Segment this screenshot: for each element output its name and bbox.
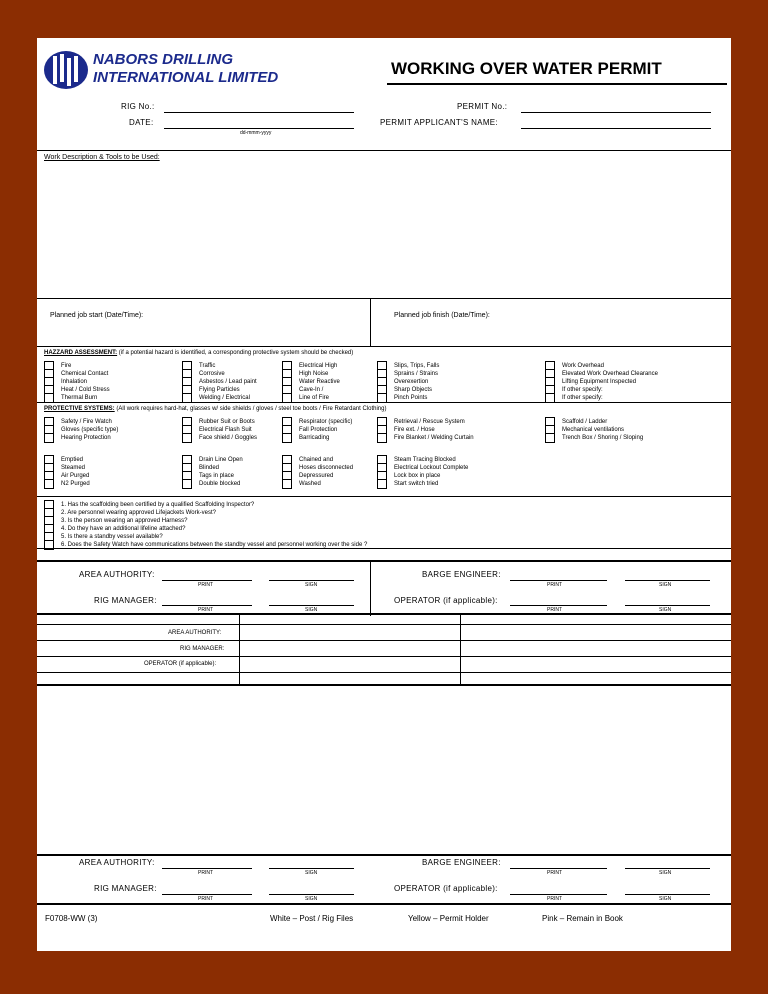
area-authority-print-field-2[interactable] (162, 868, 252, 869)
copy-yellow-note: Yellow – Permit Holder (408, 914, 489, 923)
checklist-item-label: Washed (299, 481, 321, 487)
date-field[interactable] (164, 128, 354, 129)
checklist-item-label: Chemical Contact (61, 371, 109, 377)
checklist-item-label: Depressured (299, 473, 334, 479)
print-caption: PRINT (198, 582, 213, 588)
checklist-item-label: Steamed (61, 465, 86, 471)
checklist-item-label: Sprains / Strains (394, 371, 439, 377)
checklist-item-label: Mechanical ventilations (562, 427, 625, 433)
checklist-item-label: Drain Line Open (199, 457, 243, 463)
applicant-label: PERMIT APPLICANT'S NAME: (380, 118, 498, 127)
area-authority-sign-field[interactable] (269, 580, 354, 581)
checklist-item-label: Safety / Fire Watch (61, 419, 112, 425)
checklist-item-label: Tags in place (199, 473, 235, 479)
checklist-item-label: Gloves (specific type) (61, 427, 119, 433)
rig-manager-print-field[interactable] (162, 605, 252, 606)
form-title: WORKING OVER WATER PERMIT (391, 59, 662, 78)
sign-caption: SIGN (305, 896, 318, 902)
checklist-item-label: Fire (61, 363, 72, 369)
checklist-item-label: Retrieval / Rescue System (394, 419, 465, 425)
print-caption: PRINT (547, 582, 562, 588)
mid-area-authority-label: AREA AUTHORITY: (168, 630, 222, 636)
checkbox[interactable] (44, 479, 54, 489)
checklist-item-label: Face shield / Goggles (199, 435, 258, 441)
checklist-item-label: Elevated Work Overhead Clearance (562, 371, 658, 377)
checkbox[interactable] (182, 479, 192, 489)
checklist-item-label: Corrosive (199, 371, 225, 377)
copy-pink-note: Pink – Remain in Book (542, 914, 623, 923)
rig-no-field[interactable] (164, 112, 354, 113)
checklist-item-label: N2 Purged (61, 481, 90, 487)
rig-manager-label: RIG MANAGER: (94, 596, 157, 605)
area-authority-print-field[interactable] (162, 580, 252, 581)
company-name-line1: NABORS DRILLING (93, 51, 233, 68)
checklist-item-label: Trench Box / Shoring / Sloping (562, 435, 644, 441)
permit-form (37, 38, 731, 951)
sign-caption: SIGN (659, 896, 672, 902)
rig-manager-sign-field[interactable] (269, 605, 354, 606)
question-text: 3. Is the person wearing an approved Harness? (61, 518, 188, 524)
barge-engineer-print-field[interactable] (510, 580, 607, 581)
checklist-item-label: Electrical Lockout Complete (394, 465, 469, 471)
print-caption: PRINT (547, 870, 562, 876)
nabors-logo-icon (43, 50, 89, 90)
applicant-field[interactable] (521, 128, 711, 129)
checklist-item-label: Steam Tracing Blocked (394, 457, 456, 463)
operator-sign-field-2[interactable] (625, 894, 710, 895)
hazard-heading: HAZZARD ASSESSMENT: (if a potential hazard is identified, a corresponding protective system should be checked) (44, 350, 354, 356)
checklist-item-label: Scaffold / Ladder (562, 419, 608, 425)
checklist-item-label: Fire Blanket / Welding Curtain (394, 435, 474, 441)
company-name-line2: INTERNATIONAL LIMITED (93, 69, 279, 86)
permit-no-field[interactable] (521, 112, 711, 113)
checklist-item-label: Welding / Electrical (199, 395, 250, 401)
planned-finish-label: Planned job finish (Date/Time): (394, 312, 490, 319)
checklist-item-label: Line of Fire (299, 395, 330, 401)
checklist-item-label: Fire ext. / Hose (394, 427, 435, 433)
checklist-item-label: Asbestos / Lead paint (199, 379, 257, 385)
mid-rig-manager-label: RIG MANAGER: (180, 646, 225, 652)
copy-white-note: White – Post / Rig Files (270, 914, 354, 923)
question-text: 5. Is there a standby vessel available? (61, 534, 163, 540)
operator-sign-field[interactable] (625, 605, 710, 606)
sign-caption: SIGN (659, 582, 672, 588)
checklist-item-label: Double blocked (199, 481, 241, 487)
checklist-item-label: Flying Particles (199, 387, 240, 393)
checkbox[interactable] (377, 433, 387, 443)
rig-no-label: RIG No.: (121, 102, 155, 111)
checklist-item-label: Blinded (199, 465, 220, 471)
rig-manager-sign-field-2[interactable] (269, 894, 354, 895)
print-caption: PRINT (547, 607, 562, 613)
checklist-item-label: Cave-In / (299, 387, 324, 393)
checkbox[interactable] (44, 433, 54, 443)
checklist-item-label: Fall Protection (299, 427, 338, 433)
print-caption: PRINT (547, 896, 562, 902)
notes-area[interactable] (37, 686, 731, 854)
checklist-item-label: Lock box in place (394, 473, 441, 479)
checklist-item-label: High Noise (299, 371, 329, 377)
sign-caption: SIGN (305, 582, 318, 588)
operator-print-field-2[interactable] (510, 894, 607, 895)
question-text: 1. Has the scaffolding been certified by a qualified Scaffolding Inspector? (61, 502, 255, 508)
date-label: DATE: (129, 118, 154, 127)
permit-no-label: PERMIT No.: (457, 102, 508, 111)
barge-engineer-label-2: BARGE ENGINEER: (422, 858, 501, 867)
mid-operator-label: OPERATOR (if applicable): (144, 661, 217, 667)
question-text: 6. Does the Safety Watch have communications between the standby vessel and personnel working over the side ? (61, 542, 368, 548)
question-text: 4. Do they have an additional lifeline attached? (61, 526, 186, 532)
sign-caption: SIGN (659, 607, 672, 613)
work-description-area[interactable] (37, 164, 731, 298)
rig-manager-label-2: RIG MANAGER: (94, 884, 157, 893)
barge-engineer-sign-field-2[interactable] (625, 868, 710, 869)
checkbox[interactable] (377, 479, 387, 489)
checkbox[interactable] (282, 479, 292, 489)
protective-heading: PROTECTIVE SYSTEMS: (All work requires hard-hat, glasses w/ side shields / gloves / steel toe boots / Fire Retardant Clothing) (44, 406, 387, 412)
title-rule (387, 83, 727, 85)
checklist-item-label: Lifting Equipment Inspected (562, 379, 637, 385)
barge-engineer-sign-field[interactable] (625, 580, 710, 581)
checkbox[interactable] (282, 433, 292, 443)
checklist-item-label: Pinch Points (394, 395, 428, 401)
checklist-item-label: Barricading (299, 435, 330, 441)
checklist-item-label: Chained and (299, 457, 334, 463)
area-authority-label-2: AREA AUTHORITY: (79, 858, 155, 867)
checklist-item-label: Inhalation (61, 379, 88, 385)
checkbox[interactable] (545, 433, 555, 443)
rig-manager-print-field-2[interactable] (162, 894, 252, 895)
checklist-item-label: Emptied (61, 457, 84, 463)
print-caption: PRINT (198, 870, 213, 876)
checklist-item-label: Air Purged (61, 473, 90, 479)
checklist-item-label: Electrical High (299, 363, 338, 369)
sign-caption: SIGN (305, 607, 318, 613)
area-authority-sign-field-2[interactable] (269, 868, 354, 869)
checklist-item-label: Sharp Objects (394, 387, 433, 393)
print-caption: PRINT (198, 896, 213, 902)
checklist-item-label: Start switch tried (394, 481, 439, 487)
checklist-item-label: Thermal Burn (61, 395, 98, 401)
sign-caption: SIGN (659, 870, 672, 876)
form-code: F0708-WW (3) (45, 914, 98, 923)
checklist-item-label: Traffic (199, 363, 216, 369)
checklist-item-label: Hearing Protection (61, 435, 111, 441)
checklist-item-label: Hoses disconnected (299, 465, 354, 471)
checklist-item-label: If other specify: (562, 387, 603, 393)
checklist-item-label: Respirator (specific) (299, 419, 353, 425)
checkbox[interactable] (182, 433, 192, 443)
barge-engineer-print-field-2[interactable] (510, 868, 607, 869)
checklist-item-label: Heat / Cold Stress (61, 387, 110, 393)
checklist-item-label: Slips, Trips, Falls (394, 363, 440, 369)
checklist-item-label: Overexertion (394, 379, 429, 385)
barge-engineer-label: BARGE ENGINEER: (422, 570, 501, 579)
work-description-label: Work Description & Tools to be Used: (44, 154, 160, 161)
sign-caption: SIGN (305, 870, 318, 876)
operator-label-2: OPERATOR (if applicable): (394, 884, 498, 893)
checklist-item-label: If other specify: (562, 395, 603, 401)
checklist-item-label: Electrical Flash Suit (199, 427, 252, 433)
operator-label: OPERATOR (if applicable): (394, 596, 498, 605)
checklist-item-label: Rubber Suit or Boots (199, 419, 255, 425)
area-authority-label: AREA AUTHORITY: (79, 570, 155, 579)
checklist-item-label: Water Reactive (299, 379, 340, 385)
question-text: 2. Are personnel wearing approved Lifejackets Work-vest? (61, 510, 216, 516)
checklist-item-label: Work Overhead (562, 363, 604, 369)
planned-start-label: Planned job start (Date/Time): (50, 312, 144, 319)
operator-print-field[interactable] (510, 605, 607, 606)
print-caption: PRINT (198, 607, 213, 613)
date-format-hint: dd-mmm-yyyy (240, 130, 272, 136)
